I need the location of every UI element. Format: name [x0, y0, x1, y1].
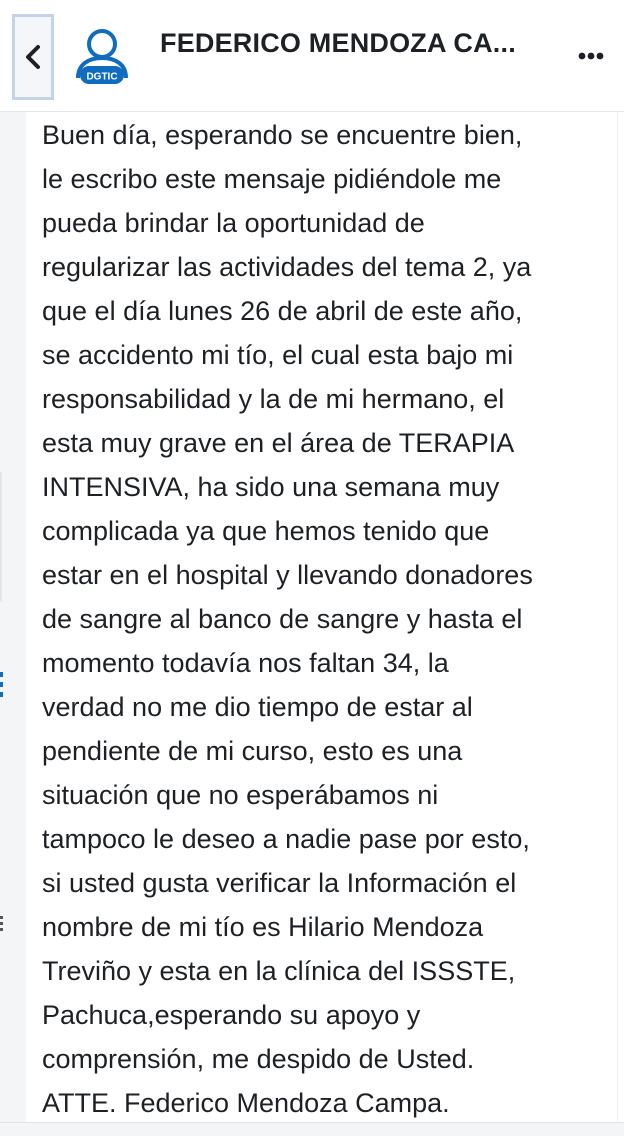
- chevron-left-icon: [23, 43, 43, 71]
- avatar-badge: DGTIC: [86, 71, 118, 83]
- panel-handle-icon: [0, 916, 4, 932]
- user-avatar-icon: [72, 26, 132, 88]
- panel-indicator-icon: [0, 672, 4, 698]
- avatar[interactable]: [72, 26, 132, 88]
- more-dots-icon: [578, 52, 604, 60]
- message-text: Buen día, esperando se encuentre bien, le escribo este mensaje pidiéndole me pueda brindar la oportunidad de regularizar las actividades del tema 2, ya que el día lunes 26 de abril de este año, se accidento mi tío, el cual esta bajo mi responsabilidad y la de mi hermano, el esta muy grave en el área de TERAPIA INTENSIVA, ha sido una semana muy complicada ya que hemos tenido que estar en el hospital y llevando donadores de sangre al banco de sangre y hasta el momento todavía nos faltan 34, la verdad no me dio tiempo de estar al pendiente de mi curso, esto es una situación que no esperábamos ni tampoco le deseo a nadie pase por esto, si usted gusta verificar la Información el nombre de mi tío es Hilario Mendoza Treviño y esta en la clínica del ISSSTE, Pachuca,esperando su apoyo y comprensión, me despido de Usted. ATTE. Federico Mendoza Campa.: [42, 120, 533, 1118]
- panel-divider: [0, 472, 2, 602]
- message-bubble: [26, 112, 618, 1122]
- bottom-bar: [0, 1122, 624, 1136]
- conversation-title[interactable]: FEDERICO MENDOZA CA...: [160, 28, 516, 58]
- back-button[interactable]: [12, 14, 54, 100]
- more-options-button[interactable]: [574, 44, 608, 68]
- conversation-header: [0, 0, 624, 112]
- background-panel-strip: [0, 112, 26, 1122]
